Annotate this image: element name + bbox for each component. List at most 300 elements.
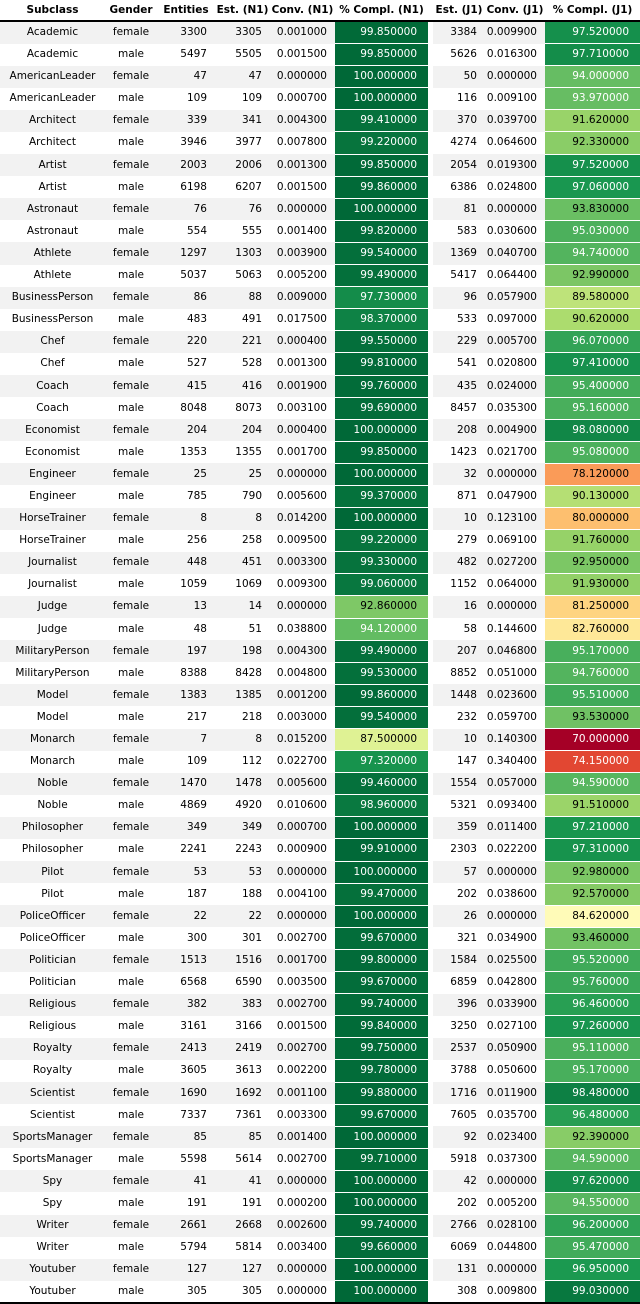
cell-est_n1: 7361 <box>235 1108 262 1121</box>
cell-subclass: Noble <box>0 773 105 795</box>
cell-conv_j1: 0.033900 <box>485 994 545 1016</box>
cell-entities: 76 <box>157 198 215 220</box>
table-row <box>0 640 640 662</box>
cell-compl_n1: 99.810000 <box>335 353 428 375</box>
cell-est_n1: 221 <box>215 331 270 353</box>
cell-entities: 2241 <box>180 843 207 856</box>
cell-est_j1: 58 <box>463 622 477 635</box>
table-row <box>0 662 640 684</box>
cell-compl_n1: 99.800000 <box>335 949 428 971</box>
cell-compl_n1: 92.860000 <box>335 596 428 618</box>
cell-est_j1: 232 <box>456 710 477 723</box>
cell-gender: female <box>105 66 157 88</box>
column-header-compl_n1: % Compl. (N1) <box>335 0 428 21</box>
cell-subclass: Model <box>0 684 105 706</box>
cell-est_n1: 25 <box>215 463 270 485</box>
cell-subclass: Journalist <box>28 578 77 591</box>
cell-gender: female <box>105 773 157 795</box>
table-row <box>0 1215 640 1237</box>
cell-conv_n1: 0.001300 <box>276 357 327 370</box>
cell-gender: male <box>117 357 145 370</box>
cell-conv_n1: 0.001300 <box>270 154 335 176</box>
cell-compl_j1: 95.510000 <box>545 684 640 706</box>
cell-est_n1: 204 <box>215 419 270 441</box>
cell-subclass: Politician <box>28 976 77 989</box>
cell-est_n1: 76 <box>215 198 270 220</box>
cell-entities: 25 <box>157 463 215 485</box>
cell-est_j1: 6069 <box>450 1241 477 1254</box>
column-header-est_n1: Est. (N1) <box>215 0 270 21</box>
cell-gender: male <box>117 1241 145 1254</box>
table-row <box>0 883 640 905</box>
cell-compl_n1: 100.000000 <box>335 463 428 485</box>
cell-est_j1: 3250 <box>450 1020 477 1033</box>
cell-conv_j1: 0.023600 <box>485 684 545 706</box>
cell-conv_j1: 0.009900 <box>485 21 545 44</box>
cell-entities: 2003 <box>157 154 215 176</box>
table-row <box>0 1038 640 1060</box>
cell-compl_n1: 97.730000 <box>335 287 428 309</box>
cell-est_n1: 341 <box>215 110 270 132</box>
table-row <box>0 905 640 927</box>
cell-conv_j1: 0.047900 <box>486 489 537 502</box>
cell-compl_j1: 95.030000 <box>545 220 640 242</box>
table-row <box>0 1060 640 1082</box>
cell-est_n1: 383 <box>215 994 270 1016</box>
cell-subclass: Economist <box>0 419 105 441</box>
cell-compl_j1: 97.410000 <box>545 353 640 375</box>
table-row <box>0 1104 640 1126</box>
cell-conv_n1: 0.002700 <box>276 931 327 944</box>
cell-conv_n1: 0.009000 <box>270 287 335 309</box>
cell-gender: female <box>105 508 157 530</box>
cell-entities: 197 <box>157 640 215 662</box>
cell-est_j1: 8457 <box>450 401 477 414</box>
cell-conv_n1: 0.001500 <box>276 1020 327 1033</box>
cell-est_j1: 96 <box>433 287 485 309</box>
cell-compl_n1: 99.690000 <box>335 397 428 419</box>
cell-est_j1: 32 <box>433 463 485 485</box>
cell-compl_n1: 99.860000 <box>335 176 428 198</box>
cell-compl_j1: 97.520000 <box>545 21 640 44</box>
cell-subclass: Artist <box>0 154 105 176</box>
cell-est_j1: 1369 <box>433 242 485 264</box>
cell-gender: female <box>105 1126 157 1148</box>
cell-est_j1: 482 <box>433 552 485 574</box>
cell-subclass: Astronaut <box>26 224 79 237</box>
cell-entities: 1470 <box>157 773 215 795</box>
cell-est_j1: 370 <box>433 110 485 132</box>
cell-entities: 5497 <box>180 48 207 61</box>
cell-entities: 527 <box>186 357 207 370</box>
cell-est_j1: 435 <box>433 375 485 397</box>
column-header-entities: Entities <box>157 0 215 21</box>
cell-compl_j1: 91.930000 <box>545 574 640 596</box>
cell-entities: 300 <box>186 931 207 944</box>
cell-gender: male <box>117 976 145 989</box>
cell-conv_j1: 0.064000 <box>486 578 537 591</box>
cell-compl_j1: 97.520000 <box>545 154 640 176</box>
cell-gender: female <box>105 994 157 1016</box>
column-header-subclass: Subclass <box>0 0 105 21</box>
cell-conv_n1: 0.005200 <box>276 269 327 282</box>
cell-conv_j1: 0.039700 <box>485 110 545 132</box>
table-row <box>0 220 640 242</box>
cell-conv_j1: 0.004900 <box>485 419 545 441</box>
cell-compl_j1: 80.000000 <box>545 508 640 530</box>
cell-subclass: Philosopher <box>0 817 105 839</box>
cell-compl_j1: 96.950000 <box>545 1259 640 1281</box>
cell-conv_n1: 0.009300 <box>276 578 327 591</box>
cell-compl_n1: 99.540000 <box>335 706 428 728</box>
table-row <box>0 972 640 994</box>
cell-conv_n1: 0.000700 <box>276 92 327 105</box>
cell-gender: female <box>105 1259 157 1281</box>
cell-subclass: Chef <box>0 331 105 353</box>
cell-compl_n1: 99.750000 <box>335 1038 428 1060</box>
cell-conv_n1: 0.001700 <box>276 445 327 458</box>
cell-compl_j1: 92.980000 <box>545 861 640 883</box>
cell-conv_j1: 0.016300 <box>486 48 537 61</box>
table-row <box>0 839 640 861</box>
cell-gender: male <box>117 1020 145 1033</box>
table-row <box>0 397 640 419</box>
cell-subclass: Athlete <box>33 269 72 282</box>
cell-compl_n1: 100.000000 <box>335 861 428 883</box>
cell-est_j1: 229 <box>433 331 485 353</box>
cell-conv_j1: 0.000000 <box>485 596 545 618</box>
cell-compl_n1: 99.740000 <box>335 1215 428 1237</box>
cell-conv_n1: 0.004800 <box>276 666 327 679</box>
column-header-conv_j1: Conv. (J1) <box>485 0 545 21</box>
cell-compl_j1: 81.250000 <box>545 596 640 618</box>
cell-subclass: Pilot <box>0 861 105 883</box>
cell-est_n1: 2243 <box>235 843 262 856</box>
table-row <box>0 729 640 751</box>
cell-gender: female <box>105 1215 157 1237</box>
cell-conv_j1: 0.027200 <box>485 552 545 574</box>
cell-subclass: HorseTrainer <box>0 508 105 530</box>
table-row <box>0 751 640 773</box>
cell-conv_j1: 0.025500 <box>485 949 545 971</box>
cell-est_n1: 8 <box>215 729 270 751</box>
cell-compl_j1: 97.260000 <box>545 1016 640 1038</box>
cell-est_j1: 1584 <box>433 949 485 971</box>
cell-est_j1: 3384 <box>433 21 485 44</box>
cell-entities: 220 <box>157 331 215 353</box>
cell-compl_j1: 98.080000 <box>545 419 640 441</box>
cell-gender: female <box>105 949 157 971</box>
cell-conv_n1: 0.000000 <box>270 1170 335 1192</box>
cell-conv_n1: 0.002600 <box>270 1215 335 1237</box>
cell-conv_j1: 0.034900 <box>486 931 537 944</box>
cell-compl_n1: 99.760000 <box>335 375 428 397</box>
cell-gender: male <box>117 534 145 547</box>
cell-est_n1: 1692 <box>215 1082 270 1104</box>
cell-entities: 3161 <box>180 1020 207 1033</box>
cell-compl_n1: 99.710000 <box>335 1148 428 1170</box>
cell-est_j1: 1448 <box>433 684 485 706</box>
cell-est_j1: 1716 <box>433 1082 485 1104</box>
cell-est_j1: 3788 <box>450 1064 477 1077</box>
table-row <box>0 861 640 883</box>
cell-gender: male <box>117 1064 145 1077</box>
cell-conv_j1: 0.064600 <box>486 136 537 149</box>
cell-compl_j1: 95.110000 <box>545 1038 640 1060</box>
cell-compl_n1: 99.840000 <box>335 1016 428 1038</box>
cell-conv_n1: 0.001200 <box>270 684 335 706</box>
cell-est_j1: 208 <box>433 419 485 441</box>
cell-est_n1: 4920 <box>235 799 262 812</box>
cell-est_n1: 301 <box>241 931 262 944</box>
cell-compl_n1: 100.000000 <box>335 1192 428 1214</box>
cell-subclass: Religious <box>0 994 105 1016</box>
cell-gender: female <box>105 198 157 220</box>
cell-entities: 7 <box>157 729 215 751</box>
cell-est_n1: 8073 <box>235 401 262 414</box>
cell-est_j1: 92 <box>433 1126 485 1148</box>
cell-gender: male <box>117 666 145 679</box>
cell-compl_j1: 95.760000 <box>545 972 640 994</box>
cell-est_j1: 7605 <box>450 1108 477 1121</box>
cell-entities: 204 <box>157 419 215 441</box>
cell-est_n1: 8 <box>215 508 270 530</box>
cell-conv_n1: 0.004300 <box>270 640 335 662</box>
cell-conv_j1: 0.024000 <box>485 375 545 397</box>
cell-compl_n1: 99.670000 <box>335 1104 428 1126</box>
cell-compl_j1: 97.620000 <box>545 1170 640 1192</box>
cell-conv_j1: 0.050600 <box>486 1064 537 1077</box>
cell-compl_n1: 99.850000 <box>335 154 428 176</box>
cell-est_j1: 202 <box>456 1196 477 1209</box>
cell-compl_j1: 90.130000 <box>545 485 640 507</box>
cell-est_n1: 3166 <box>235 1020 262 1033</box>
cell-conv_n1: 0.022700 <box>276 755 327 768</box>
table-row <box>0 441 640 463</box>
cell-compl_j1: 91.620000 <box>545 110 640 132</box>
cell-compl_j1: 97.310000 <box>545 839 640 861</box>
cell-compl_n1: 99.910000 <box>335 839 428 861</box>
cell-conv_j1: 0.038600 <box>486 887 537 900</box>
cell-subclass: HorseTrainer <box>19 534 86 547</box>
table-row <box>0 353 640 375</box>
cell-compl_n1: 99.670000 <box>335 972 428 994</box>
cell-conv_n1: 0.003900 <box>270 242 335 264</box>
cell-conv_j1: 0.037300 <box>486 1152 537 1165</box>
cell-subclass: Judge <box>0 596 105 618</box>
cell-entities: 256 <box>186 534 207 547</box>
cell-conv_j1: 0.069100 <box>486 534 537 547</box>
cell-compl_j1: 91.760000 <box>545 530 640 552</box>
cell-est_n1: 790 <box>241 489 262 502</box>
table-row <box>0 1259 640 1281</box>
cell-est_n1: 6207 <box>235 180 262 193</box>
cell-conv_j1: 0.059700 <box>486 710 537 723</box>
cell-gender: female <box>105 861 157 883</box>
cell-est_j1: 5918 <box>450 1152 477 1165</box>
cell-est_j1: 6386 <box>450 180 477 193</box>
cell-entities: 339 <box>157 110 215 132</box>
cell-compl_n1: 100.000000 <box>335 1281 428 1304</box>
table-row <box>0 44 640 66</box>
cell-compl_j1: 92.990000 <box>545 265 640 287</box>
cell-conv_j1: 0.011900 <box>485 1082 545 1104</box>
cell-gender: female <box>105 905 157 927</box>
cell-compl_n1: 99.850000 <box>335 441 428 463</box>
cell-compl_j1: 94.760000 <box>545 662 640 684</box>
cell-compl_j1: 95.520000 <box>545 949 640 971</box>
cell-est_n1: 112 <box>241 755 262 768</box>
cell-gender: male <box>117 48 145 61</box>
cell-entities: 47 <box>157 66 215 88</box>
cell-conv_j1: 0.000000 <box>485 198 545 220</box>
table-row <box>0 1237 640 1259</box>
cell-subclass: Academic <box>0 21 105 44</box>
cell-compl_j1: 93.530000 <box>545 706 640 728</box>
cell-entities: 85 <box>157 1126 215 1148</box>
cell-gender: male <box>117 269 145 282</box>
cell-est_n1: 3977 <box>235 136 262 149</box>
cell-entities: 41 <box>157 1170 215 1192</box>
cell-est_j1: 2766 <box>433 1215 485 1237</box>
cell-conv_j1: 0.000000 <box>485 66 545 88</box>
cell-subclass: Scientist <box>0 1082 105 1104</box>
cell-compl_j1: 96.200000 <box>545 1215 640 1237</box>
cell-est_j1: 1554 <box>433 773 485 795</box>
cell-conv_j1: 0.009800 <box>485 1281 545 1304</box>
cell-entities: 1383 <box>157 684 215 706</box>
cell-subclass: Architect <box>28 136 77 149</box>
cell-compl_n1: 99.530000 <box>335 662 428 684</box>
cell-subclass: Writer <box>0 1215 105 1237</box>
cell-gender: male <box>117 931 145 944</box>
cell-gender: female <box>105 331 157 353</box>
table-row <box>0 419 640 441</box>
cell-entities: 7337 <box>180 1108 207 1121</box>
cell-est_j1: 279 <box>456 534 477 547</box>
cell-compl_n1: 100.000000 <box>335 1170 428 1192</box>
cell-est_j1: 57 <box>433 861 485 883</box>
cell-compl_j1: 95.170000 <box>545 1060 640 1082</box>
cell-conv_n1: 0.000700 <box>270 817 335 839</box>
cell-subclass: Journalist <box>0 552 105 574</box>
cell-conv_n1: 0.002700 <box>270 994 335 1016</box>
cell-compl_j1: 82.760000 <box>545 618 640 640</box>
cell-compl_j1: 92.950000 <box>545 552 640 574</box>
cell-compl_j1: 93.970000 <box>545 88 640 110</box>
cell-compl_n1: 100.000000 <box>335 508 428 530</box>
cell-compl_n1: 99.220000 <box>335 530 428 552</box>
cell-conv_n1: 0.003400 <box>276 1241 327 1254</box>
cell-entities: 127 <box>157 1259 215 1281</box>
cell-est_j1: 42 <box>433 1170 485 1192</box>
cell-est_n1: 51 <box>248 622 262 635</box>
cell-entities: 191 <box>186 1196 207 1209</box>
cell-subclass: AmericanLeader <box>0 66 105 88</box>
cell-gender: female <box>105 154 157 176</box>
cell-conv_j1: 0.000000 <box>485 1170 545 1192</box>
table-row <box>0 1281 640 1304</box>
cell-gender: male <box>105 1281 157 1304</box>
cell-subclass: Coach <box>36 401 69 414</box>
cell-compl_n1: 99.220000 <box>335 132 428 154</box>
cell-compl_n1: 99.490000 <box>335 265 428 287</box>
cell-conv_j1: 0.000000 <box>485 463 545 485</box>
cell-gender: female <box>105 1082 157 1104</box>
cell-entities: 109 <box>186 92 207 105</box>
cell-conv_j1: 0.009100 <box>486 92 537 105</box>
cell-conv_j1: 0.035700 <box>486 1108 537 1121</box>
cell-subclass: Spy <box>42 1196 63 1209</box>
cell-gender: male <box>117 224 145 237</box>
cell-subclass: SportsManager <box>12 1152 93 1165</box>
cell-subclass: Royalty <box>32 1064 73 1077</box>
cell-subclass: Architect <box>0 110 105 132</box>
cell-conv_n1: 0.005600 <box>270 773 335 795</box>
cell-compl_j1: 97.710000 <box>545 44 640 66</box>
cell-est_j1: 131 <box>433 1259 485 1281</box>
cell-conv_n1: 0.015200 <box>270 729 335 751</box>
cell-est_j1: 2537 <box>433 1038 485 1060</box>
cell-est_j1: 8852 <box>450 666 477 679</box>
cell-est_n1: 8428 <box>235 666 262 679</box>
cell-subclass: Youtuber <box>0 1281 105 1304</box>
cell-compl_n1: 97.320000 <box>335 751 428 773</box>
cell-est_n1: 5814 <box>235 1241 262 1254</box>
cell-subclass: Noble <box>37 799 68 812</box>
cell-conv_j1: 0.022200 <box>486 843 537 856</box>
cell-conv_j1: 0.000000 <box>485 1259 545 1281</box>
table-row <box>0 110 640 132</box>
cell-conv_j1: 0.000000 <box>485 861 545 883</box>
cell-subclass: SportsManager <box>0 1126 105 1148</box>
table-row <box>0 132 640 154</box>
cell-subclass: MilitaryPerson <box>0 640 105 662</box>
cell-compl_j1: 95.400000 <box>545 375 640 397</box>
cell-conv_j1: 0.023400 <box>485 1126 545 1148</box>
cell-entities: 22 <box>157 905 215 927</box>
cell-compl_j1: 92.570000 <box>545 883 640 905</box>
cell-conv_n1: 0.000400 <box>270 419 335 441</box>
cell-conv_j1: 0.028100 <box>485 1215 545 1237</box>
cell-compl_j1: 92.390000 <box>545 1126 640 1148</box>
cell-subclass: Royalty <box>0 1038 105 1060</box>
cell-conv_n1: 0.000400 <box>270 331 335 353</box>
cell-conv_j1: 0.011400 <box>485 817 545 839</box>
cell-subclass: Astronaut <box>0 198 105 220</box>
cell-gender: male <box>117 489 145 502</box>
cell-conv_n1: 0.002200 <box>276 1064 327 1077</box>
cell-est_j1: 147 <box>456 755 477 768</box>
cell-est_j1: 6859 <box>450 976 477 989</box>
cell-subclass: Monarch <box>0 729 105 751</box>
cell-conv_n1: 0.003100 <box>276 401 327 414</box>
table-row <box>0 463 640 485</box>
cell-conv_n1: 0.000900 <box>276 843 327 856</box>
table-row <box>0 331 640 353</box>
cell-est_n1: 6590 <box>235 976 262 989</box>
cell-est_n1: 258 <box>241 534 262 547</box>
cell-est_n1: 127 <box>215 1259 270 1281</box>
table-row <box>0 198 640 220</box>
cell-gender: female <box>105 684 157 706</box>
cell-est_n1: 3613 <box>235 1064 262 1077</box>
cell-subclass: Athlete <box>0 242 105 264</box>
cell-entities: 349 <box>157 817 215 839</box>
cell-est_n1: 188 <box>241 887 262 900</box>
table-row <box>0 485 640 507</box>
table-row <box>0 66 640 88</box>
